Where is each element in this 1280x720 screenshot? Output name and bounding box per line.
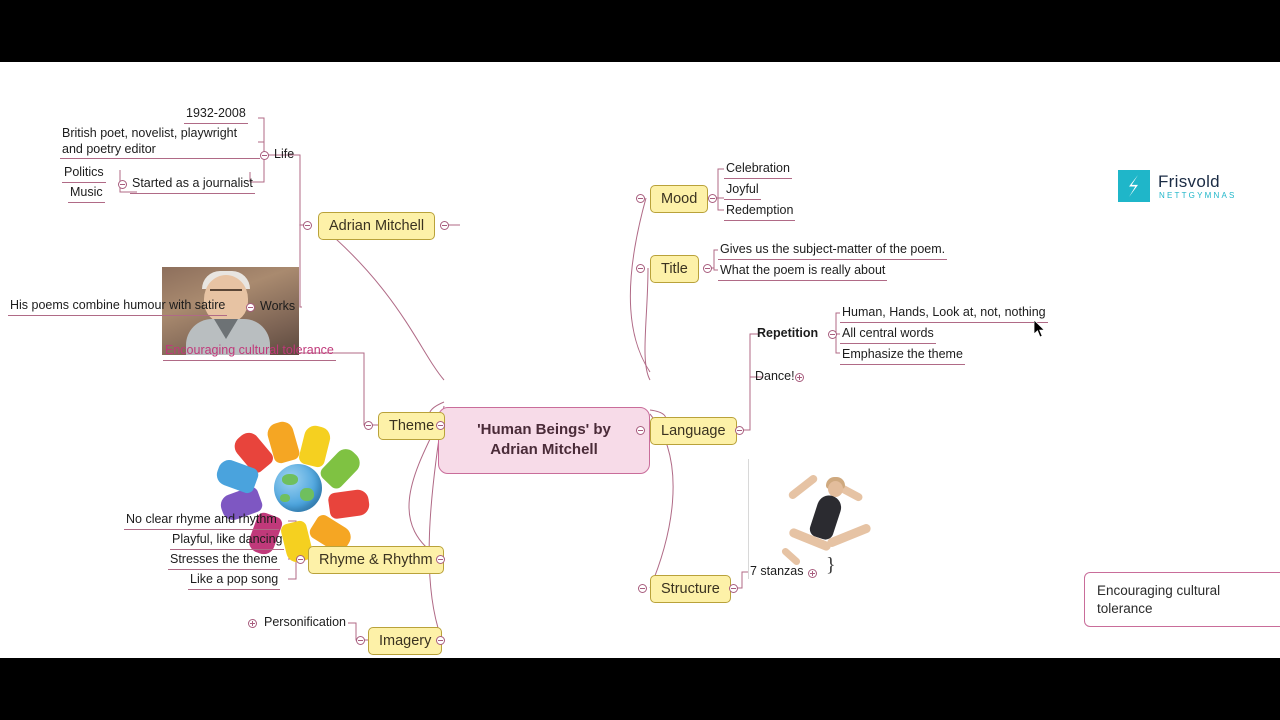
note-card[interactable]: Encouraging cultural tolerance	[1084, 572, 1280, 627]
leaf-humour-satire[interactable]: His poems combine humour with satire	[8, 298, 227, 316]
poet-photo-glasses	[210, 289, 242, 298]
leaf-emphasize-theme[interactable]: Emphasize the theme	[840, 347, 965, 365]
collapse-handle-repetition[interactable]	[828, 330, 837, 339]
frisvold-logo-mark-icon	[1118, 170, 1150, 202]
leaf-years[interactable]: 1932-2008	[184, 106, 248, 124]
collapse-handle-adrian-mitchell[interactable]	[303, 221, 312, 230]
leaf-like-pop-song[interactable]: Like a pop song	[188, 572, 280, 590]
branch-mood[interactable]: Mood	[650, 185, 708, 213]
branch-rhyme-rhythm[interactable]: Rhyme & Rhythm	[308, 546, 444, 574]
collapse-handle-language-left[interactable]	[636, 426, 645, 435]
expand-handle-personification[interactable]	[248, 619, 257, 628]
leaf-repeated-words[interactable]: Human, Hands, Look at, not, nothing	[840, 305, 1048, 323]
branch-imagery[interactable]: Imagery	[368, 627, 442, 655]
branch-title[interactable]: Title	[650, 255, 699, 283]
collapse-handle-journalist[interactable]	[118, 180, 127, 189]
leaf-celebration[interactable]: Celebration	[724, 161, 792, 179]
branch-adrian-mitchell[interactable]: Adrian Mitchell	[318, 212, 435, 240]
subtopic-works[interactable]: Works	[260, 299, 296, 313]
dancer-image-divider	[748, 459, 749, 579]
leaf-central-words[interactable]: All central words	[840, 326, 936, 344]
leaf-redemption[interactable]: Redemption	[724, 203, 795, 221]
frisvold-logo-name: Frisvold	[1158, 172, 1220, 191]
subtopic-life[interactable]: Life	[274, 147, 295, 161]
leaf-playful-dancing[interactable]: Playful, like dancing	[170, 532, 284, 550]
globe-land-1	[282, 474, 298, 485]
collapse-handle-imagery-left[interactable]	[356, 636, 365, 645]
central-topic[interactable]	[438, 407, 650, 474]
expand-handle-adrian-mitchell[interactable]	[440, 221, 449, 230]
central-topic-line2: Adrian Mitchell	[490, 441, 598, 459]
collapse-handle-language-right[interactable]	[735, 426, 744, 435]
leaf-british-poet[interactable]: British poet, novelist, playwright and poetry editor	[60, 126, 260, 159]
central-topic-line1: 'Human Beings' by	[477, 421, 611, 438]
branch-structure[interactable]: Structure	[650, 575, 731, 603]
mindmap-canvas[interactable]	[0, 62, 1280, 658]
leaf-journalist[interactable]: Started as a journalist	[130, 176, 255, 194]
leaf-joyful[interactable]: Joyful	[724, 182, 761, 200]
globe	[274, 464, 322, 512]
collapse-handle-works[interactable]	[246, 303, 255, 312]
globe-land-2	[300, 488, 314, 501]
collapse-handle-theme-right[interactable]	[436, 421, 445, 430]
collapse-handle-life[interactable]	[260, 151, 269, 160]
frisvold-logo-tagline: NETTGYMNAS	[1159, 191, 1237, 200]
subtopic-repetition[interactable]: Repetition	[757, 326, 819, 340]
globe-land-3	[280, 494, 290, 502]
expand-handle-dance[interactable]	[795, 373, 804, 382]
collapse-handle-imagery-right[interactable]	[436, 636, 445, 645]
leaf-stresses-theme[interactable]: Stresses the theme	[168, 552, 280, 570]
collapse-handle-rhyme-left[interactable]	[296, 555, 305, 564]
branch-language[interactable]: Language	[650, 417, 737, 445]
leaf-no-clear-rhyme[interactable]: No clear rhyme and rhythm	[124, 512, 279, 530]
hand-red-2	[327, 488, 370, 519]
collapse-handle-mood-right[interactable]	[708, 194, 717, 203]
expand-handle-7-stanzas[interactable]	[808, 569, 817, 578]
leaf-politics[interactable]: Politics	[62, 165, 106, 183]
collapse-handle-title-left[interactable]	[636, 264, 645, 273]
leaf-subject-matter[interactable]: Gives us the subject-matter of the poem.	[718, 242, 947, 260]
dancer-arm-left	[787, 473, 819, 500]
collapse-handle-mood-left[interactable]	[636, 194, 645, 203]
frisvold-logo	[1118, 170, 1248, 206]
leaf-7-stanzas[interactable]: 7 stanzas	[750, 564, 804, 578]
leaf-personification[interactable]: Personification	[264, 615, 346, 629]
leaf-cultural-tolerance[interactable]: Encouraging cultural tolerance	[163, 343, 336, 361]
stanza-brace: }	[826, 554, 836, 576]
collapse-handle-structure-right[interactable]	[729, 584, 738, 593]
branch-theme[interactable]: Theme	[378, 412, 445, 440]
leaf-really-about[interactable]: What the poem is really about	[718, 263, 887, 281]
leaf-music[interactable]: Music	[68, 185, 105, 203]
collapse-handle-title-right[interactable]	[703, 264, 712, 273]
collapse-handle-rhyme-right[interactable]	[436, 555, 445, 564]
collapse-handle-structure-left[interactable]	[638, 584, 647, 593]
mouse-cursor	[1034, 320, 1046, 338]
subtopic-dance[interactable]: Dance!	[755, 369, 795, 383]
